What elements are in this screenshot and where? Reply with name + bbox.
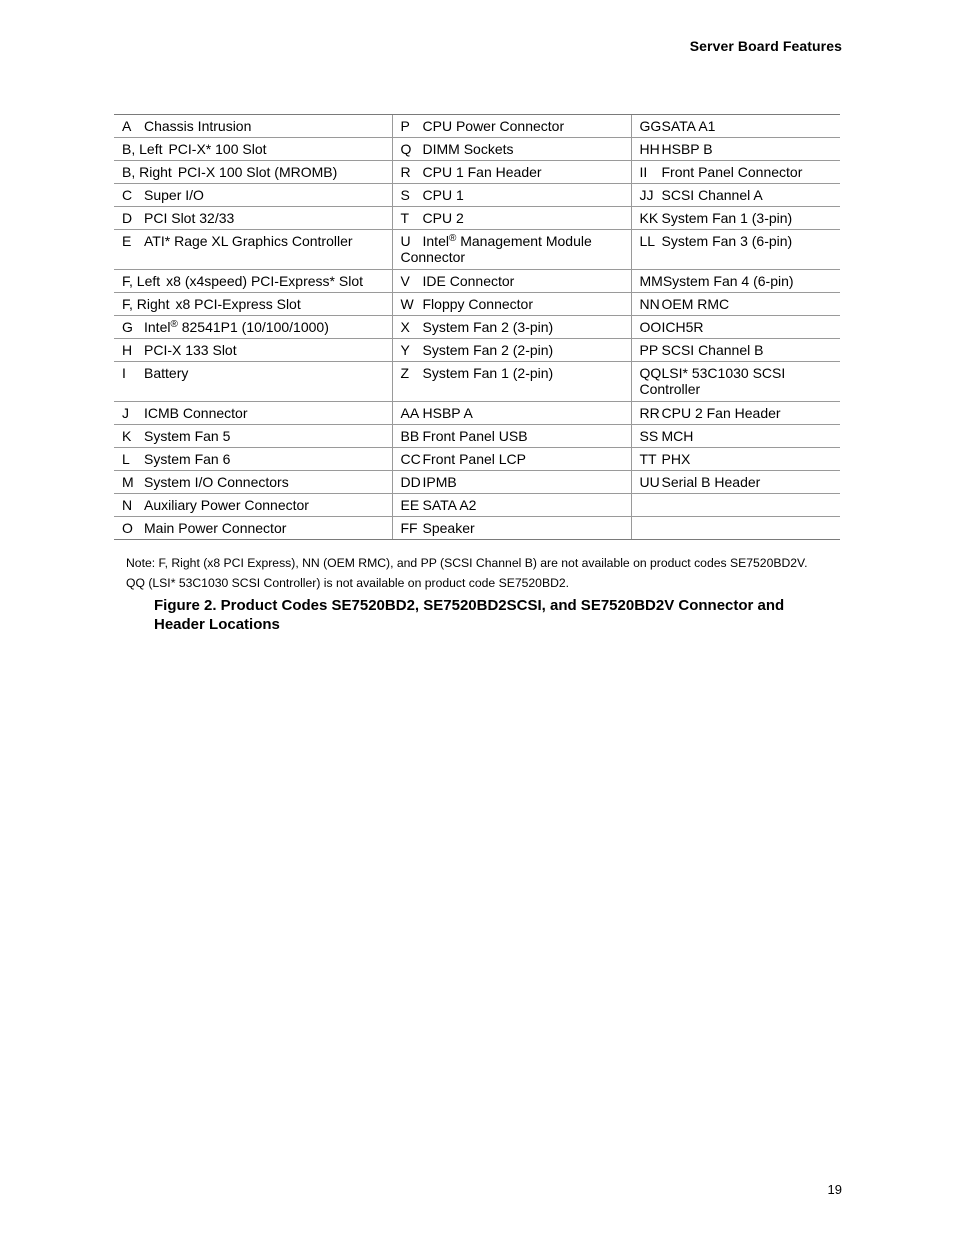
connector-code: Z bbox=[400, 365, 410, 381]
table-cell bbox=[631, 293, 840, 316]
connector-label bbox=[423, 296, 534, 312]
connector-label-text: MCH bbox=[661, 428, 694, 444]
connector-code: GG bbox=[639, 118, 662, 134]
connector-label bbox=[423, 497, 477, 513]
connector-code: E bbox=[122, 233, 132, 249]
connector-label-text: Intel bbox=[144, 319, 171, 335]
table-cell bbox=[631, 161, 840, 184]
connector-label-text: CPU Power Connector bbox=[422, 118, 565, 134]
connector-label bbox=[144, 497, 309, 513]
connector-label-text: Auxiliary Power Connector bbox=[144, 497, 309, 513]
connector-code: QQ bbox=[639, 365, 662, 381]
connector-label bbox=[662, 141, 713, 157]
connector-label bbox=[423, 474, 457, 490]
connector-code: CC bbox=[400, 451, 421, 467]
table-row bbox=[114, 494, 840, 517]
table-row bbox=[114, 402, 840, 425]
connector-label bbox=[662, 233, 793, 249]
connector-label-text: Serial B Header bbox=[661, 474, 761, 490]
connector-label bbox=[144, 405, 247, 421]
connector-label-text: SCSI Channel B bbox=[661, 342, 764, 358]
connector-label-text: System Fan 4 (6-pin) bbox=[662, 273, 794, 289]
connector-label-text: DIMM Sockets bbox=[422, 141, 514, 157]
connector-label bbox=[144, 342, 237, 358]
connector-label-text: ATI* Rage XL Graphics Controller bbox=[144, 233, 353, 249]
table-cell bbox=[114, 207, 392, 230]
figure-caption-line-2: Header Locations bbox=[154, 616, 280, 633]
connector-code: NN bbox=[639, 296, 660, 312]
connector-label bbox=[175, 296, 300, 312]
table-row bbox=[114, 230, 840, 270]
page-number: 19 bbox=[827, 1182, 842, 1197]
connector-label-text: CPU 2 bbox=[422, 210, 464, 226]
table-cell bbox=[392, 270, 631, 293]
table-cell bbox=[392, 161, 631, 184]
connector-code: U bbox=[400, 233, 411, 249]
running-header: Server Board Features bbox=[689, 38, 842, 54]
table-cell bbox=[392, 316, 631, 339]
table-row bbox=[114, 161, 840, 184]
connector-label bbox=[144, 319, 329, 335]
registered-mark: ® bbox=[170, 319, 178, 330]
connector-label-text: ICMB Connector bbox=[144, 405, 248, 421]
connector-code: SS bbox=[639, 428, 659, 444]
connector-label bbox=[662, 319, 704, 335]
table-cell bbox=[631, 138, 840, 161]
table-row bbox=[114, 448, 840, 471]
table-cell bbox=[114, 138, 392, 161]
table-cell bbox=[114, 362, 392, 402]
connector-code: KK bbox=[639, 210, 659, 226]
connector-label-text: System Fan 6 bbox=[144, 451, 231, 467]
connector-label bbox=[423, 451, 527, 467]
connector-code: B, Right bbox=[122, 164, 172, 180]
connector-label bbox=[178, 164, 337, 180]
connector-label bbox=[423, 405, 473, 421]
connector-code: T bbox=[400, 210, 410, 226]
table-row bbox=[114, 207, 840, 230]
table-cell bbox=[392, 425, 631, 448]
connector-code: Q bbox=[400, 141, 412, 157]
connector-label-text: CPU 1 bbox=[422, 187, 464, 203]
table-row bbox=[114, 138, 840, 161]
note-line-1: Note: F, Right (x8 PCI Express), NN (OEM RMC), and PP (SCSI Channel B) are not available on product codes SE7520BD2V. bbox=[126, 556, 808, 570]
connector-label bbox=[144, 428, 230, 444]
connector-code: W bbox=[400, 296, 414, 312]
connector-label bbox=[662, 210, 793, 226]
connector-code: X bbox=[400, 319, 410, 335]
connector-code: L bbox=[122, 451, 130, 467]
connector-code: C bbox=[122, 187, 133, 203]
connector-code: N bbox=[122, 497, 133, 513]
registered-mark: ® bbox=[448, 233, 457, 244]
connector-code: D bbox=[122, 210, 133, 226]
table-cell bbox=[631, 448, 840, 471]
connector-label-text: SATA A1 bbox=[661, 118, 716, 134]
connector-label bbox=[662, 118, 716, 134]
table-row bbox=[114, 517, 840, 540]
table-cell bbox=[631, 362, 840, 402]
figure-caption bbox=[154, 596, 854, 634]
table-cell bbox=[631, 207, 840, 230]
table-cell bbox=[392, 207, 631, 230]
connector-label bbox=[423, 273, 515, 289]
connector-code: G bbox=[122, 319, 133, 335]
connector-label bbox=[662, 164, 803, 180]
table-row bbox=[114, 471, 840, 494]
table-row bbox=[114, 316, 840, 339]
connector-label-text: x8 PCI-Express Slot bbox=[175, 296, 301, 312]
connector-label-text: System Fan 3 (6-pin) bbox=[661, 233, 793, 249]
connector-code: RR bbox=[639, 405, 660, 421]
connector-label-text: OEM RMC bbox=[661, 296, 730, 312]
connector-label bbox=[662, 342, 764, 358]
connector-code: R bbox=[400, 164, 411, 180]
connector-code: B, Left bbox=[122, 141, 163, 157]
table-cell bbox=[631, 115, 840, 138]
table-cell bbox=[392, 402, 631, 425]
table-cell bbox=[392, 230, 631, 270]
legend-table-body bbox=[114, 115, 840, 540]
connector-label bbox=[662, 451, 691, 467]
connector-label bbox=[423, 342, 554, 358]
connector-code: K bbox=[122, 428, 132, 444]
connector-code: J bbox=[122, 405, 129, 421]
connector-label bbox=[144, 520, 286, 536]
table-row bbox=[114, 270, 840, 293]
connector-label bbox=[662, 187, 763, 203]
connector-label bbox=[423, 520, 475, 536]
table-cell bbox=[114, 494, 392, 517]
connector-code: PP bbox=[639, 342, 659, 358]
connector-code: TT bbox=[639, 451, 657, 467]
connector-label-text: PCI-X 133 Slot bbox=[144, 342, 237, 358]
connector-label bbox=[423, 319, 554, 335]
connector-code: II bbox=[639, 164, 648, 180]
connector-label-text: Chassis Intrusion bbox=[144, 118, 252, 134]
connector-label-text: System Fan 5 bbox=[144, 428, 231, 444]
table-row bbox=[114, 293, 840, 316]
table-cell bbox=[631, 494, 840, 517]
connector-code: O bbox=[122, 520, 133, 536]
connector-label-text: Floppy Connector bbox=[422, 296, 534, 312]
table-cell bbox=[114, 270, 392, 293]
table-cell bbox=[392, 184, 631, 207]
table-cell bbox=[631, 339, 840, 362]
connector-code: BB bbox=[400, 428, 420, 444]
connector-code: MM bbox=[639, 273, 663, 289]
connector-code: HH bbox=[639, 141, 660, 157]
connector-label-text: PHX bbox=[661, 451, 691, 467]
connector-label-text: System I/O Connectors bbox=[144, 474, 289, 490]
connector-code: FF bbox=[400, 520, 418, 536]
connector-code: DD bbox=[400, 474, 421, 490]
connector-code: P bbox=[400, 118, 410, 134]
table-cell bbox=[392, 293, 631, 316]
connector-label bbox=[423, 187, 464, 203]
connector-label bbox=[662, 428, 694, 444]
figure-caption-line-1: Figure 2. Product Codes SE7520BD2, SE7520BD2SCSI, and SE7520BD2V Connector and bbox=[154, 597, 785, 614]
table-row bbox=[114, 184, 840, 207]
connector-label-text: SCSI Channel A bbox=[661, 187, 763, 203]
connector-label-text: CPU 2 Fan Header bbox=[661, 405, 781, 421]
connector-label-text: LSI* 53C1030 SCSI Controller bbox=[639, 365, 786, 397]
table-cell bbox=[114, 316, 392, 339]
connector-code: I bbox=[122, 365, 126, 381]
connector-label-text: PCI Slot 32/33 bbox=[144, 210, 235, 226]
table-cell bbox=[631, 230, 840, 270]
connector-label-text-continued: 82541P1 (10/100/1000) bbox=[177, 319, 329, 335]
connector-label bbox=[168, 141, 266, 157]
table-cell bbox=[392, 517, 631, 540]
table-row bbox=[114, 339, 840, 362]
connector-label-text: System Fan 1 (2-pin) bbox=[422, 365, 554, 381]
connector-label-text: CPU 1 Fan Header bbox=[422, 164, 542, 180]
connector-label bbox=[144, 365, 188, 381]
connector-label bbox=[144, 233, 353, 249]
note-line-2: QQ (LSI* 53C1030 SCSI Controller) is not available on product code SE7520BD2. bbox=[126, 576, 570, 590]
connector-label-text: SATA A2 bbox=[422, 497, 477, 513]
connector-label-text: HSBP A bbox=[422, 405, 473, 421]
connector-code: F, Right bbox=[122, 296, 170, 312]
connector-label-text: System Fan 1 (3-pin) bbox=[661, 210, 793, 226]
table-cell bbox=[631, 316, 840, 339]
table-cell bbox=[114, 402, 392, 425]
table-cell bbox=[114, 471, 392, 494]
connector-label bbox=[662, 296, 730, 312]
connector-label-text: IDE Connector bbox=[422, 273, 515, 289]
table-cell bbox=[392, 115, 631, 138]
connector-label-text: Intel bbox=[422, 233, 449, 249]
connector-label bbox=[144, 474, 289, 490]
table-cell bbox=[114, 184, 392, 207]
table-cell bbox=[631, 270, 840, 293]
connector-label bbox=[423, 141, 514, 157]
table-cell bbox=[114, 425, 392, 448]
table-row bbox=[114, 425, 840, 448]
table-cell bbox=[392, 138, 631, 161]
connector-label-text: System Fan 2 (3-pin) bbox=[422, 319, 554, 335]
connector-label-text: System Fan 2 (2-pin) bbox=[422, 342, 554, 358]
connector-code: V bbox=[400, 273, 410, 289]
table-cell bbox=[114, 161, 392, 184]
connector-label bbox=[423, 164, 542, 180]
table-row bbox=[114, 115, 840, 138]
connector-label-text: PCI-X* 100 Slot bbox=[168, 141, 267, 157]
connector-label-text: Super I/O bbox=[144, 187, 204, 203]
connector-label bbox=[166, 273, 363, 289]
table-cell bbox=[631, 402, 840, 425]
connector-label-text: Front Panel LCP bbox=[422, 451, 526, 467]
connector-label-text: IPMB bbox=[422, 474, 457, 490]
table-cell bbox=[114, 293, 392, 316]
table-cell bbox=[392, 362, 631, 402]
connector-code: UU bbox=[639, 474, 660, 490]
table-note bbox=[126, 553, 807, 593]
connector-code: M bbox=[122, 474, 134, 490]
connector-label-text: Front Panel Connector bbox=[661, 164, 803, 180]
connector-code: A bbox=[122, 118, 132, 134]
connector-code: F, Left bbox=[122, 273, 161, 289]
connector-label bbox=[144, 187, 204, 203]
connector-code: Y bbox=[400, 342, 410, 358]
connector-code: AA bbox=[400, 405, 420, 421]
connector-label-text: ICH5R bbox=[661, 319, 704, 335]
connector-label-text: Main Power Connector bbox=[144, 520, 287, 536]
connector-label bbox=[423, 428, 528, 444]
table-cell bbox=[392, 494, 631, 517]
table-row bbox=[114, 362, 840, 402]
table-cell bbox=[114, 448, 392, 471]
connector-legend-table bbox=[114, 114, 840, 540]
connector-label-text-continued: Management Module Connector bbox=[400, 233, 592, 265]
table-cell bbox=[631, 184, 840, 207]
table-cell bbox=[631, 471, 840, 494]
connector-code: EE bbox=[400, 497, 420, 513]
connector-label bbox=[144, 118, 251, 134]
connector-code: JJ bbox=[639, 187, 654, 203]
table-cell bbox=[114, 230, 392, 270]
connector-label bbox=[144, 210, 234, 226]
table-cell bbox=[631, 517, 840, 540]
connector-label bbox=[662, 474, 761, 490]
table-cell bbox=[631, 425, 840, 448]
connector-label bbox=[423, 210, 464, 226]
table-cell bbox=[392, 339, 631, 362]
table-cell bbox=[392, 448, 631, 471]
table-cell bbox=[114, 517, 392, 540]
connector-label bbox=[423, 118, 565, 134]
connector-label-text: Battery bbox=[144, 365, 189, 381]
table-cell bbox=[392, 471, 631, 494]
connector-label bbox=[144, 451, 230, 467]
connector-label bbox=[662, 405, 781, 421]
connector-code: LL bbox=[639, 233, 656, 249]
connector-label-text: Front Panel USB bbox=[422, 428, 528, 444]
connector-label bbox=[401, 233, 592, 265]
connector-code: S bbox=[400, 187, 410, 203]
connector-label-text: x8 (x4speed) PCI-Express* Slot bbox=[166, 273, 363, 289]
table-cell bbox=[114, 339, 392, 362]
connector-label bbox=[663, 273, 794, 289]
connector-label bbox=[423, 365, 554, 381]
connector-label-text: Speaker bbox=[422, 520, 475, 536]
connector-label-text: HSBP B bbox=[661, 141, 713, 157]
connector-code: OO bbox=[639, 319, 662, 335]
table-cell bbox=[114, 115, 392, 138]
connector-label bbox=[640, 365, 786, 397]
connector-label-text: PCI-X 100 Slot (MROMB) bbox=[177, 164, 338, 180]
connector-code: H bbox=[122, 342, 133, 358]
